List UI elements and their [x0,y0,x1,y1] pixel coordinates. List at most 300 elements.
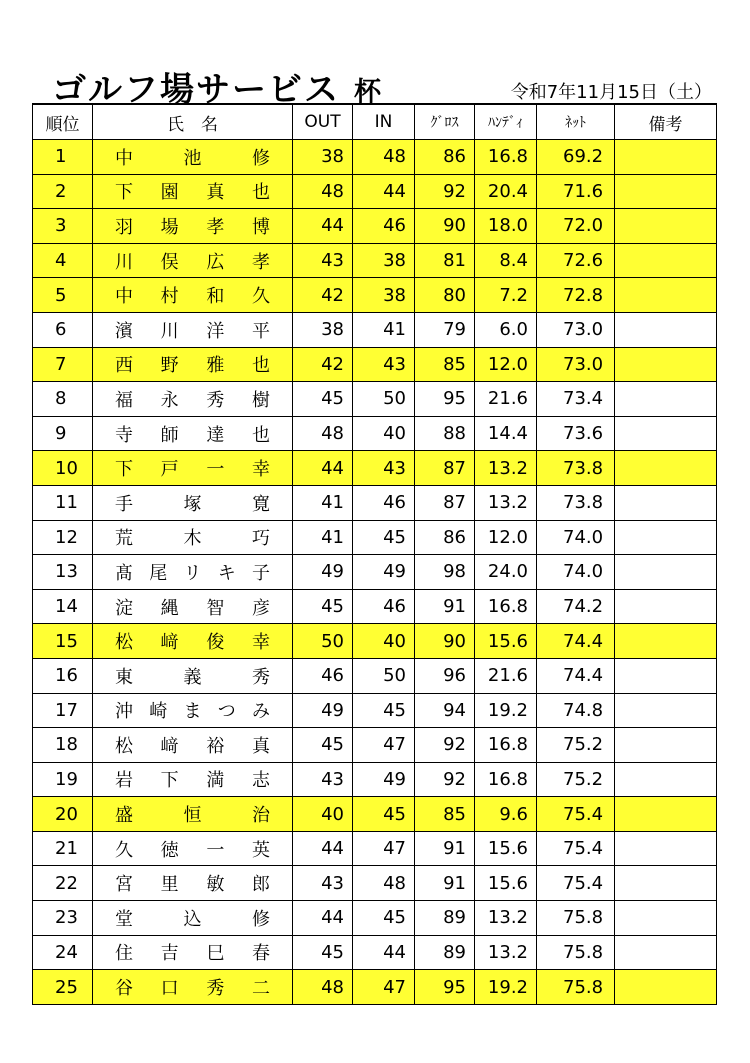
gross-cell: 94 [415,693,475,728]
name-char: 英 [251,839,270,861]
name-cell [93,278,293,313]
handicap-cell: 9.6 [475,797,537,832]
rank-cell: 6 [33,312,93,347]
gross-cell: 89 [415,935,475,970]
net-cell: 74.2 [537,589,615,624]
name-cell [93,451,293,486]
out-cell: 41 [293,485,353,520]
out-cell: 50 [293,624,353,659]
out-cell: 42 [293,347,353,382]
gross-cell: 86 [415,140,475,175]
name-char: 髙 [115,562,133,584]
player-name [115,421,270,447]
in-cell: 43 [353,451,415,486]
rank-cell: 11 [33,485,93,520]
name-char: キ [217,562,236,584]
name-char: 修 [252,908,270,930]
name-char: 川 [115,251,133,273]
gross-cell: 85 [415,797,475,832]
player-name [115,766,270,792]
in-cell: 46 [353,209,415,244]
table-row [33,589,717,624]
rank-cell: 8 [33,382,93,417]
results-table [32,103,717,1005]
in-cell: 47 [353,831,415,866]
table-row [33,693,717,728]
table-row [33,901,717,936]
name-char: 平 [251,320,270,342]
out-cell: 43 [293,762,353,797]
out-cell: 44 [293,831,353,866]
name-char: 岩 [115,770,133,792]
rank-cell: 3 [33,209,93,244]
name-cell [93,416,293,451]
rank-cell: 2 [33,174,93,209]
name-char: 堂 [115,908,133,930]
name-char: 二 [251,978,270,1000]
name-cell [93,174,293,209]
remarks-cell [615,658,717,693]
rank-cell: 24 [33,935,93,970]
handicap-cell: 24.0 [475,555,537,590]
name-char: リ [183,562,202,584]
header-net: ﾈｯﾄ [537,104,615,140]
net-cell: 73.0 [537,347,615,382]
handicap-cell: 13.2 [475,485,537,520]
remarks-cell [615,901,717,936]
name-cell [93,382,293,417]
remarks-cell [615,589,717,624]
in-cell: 49 [353,555,415,590]
remarks-cell [615,797,717,832]
remarks-cell [615,762,717,797]
player-name [115,144,270,170]
gross-cell: 90 [415,209,475,244]
net-cell: 75.4 [537,797,615,832]
rank-cell: 12 [33,520,93,555]
name-char: 一 [206,839,225,861]
table-row [33,209,717,244]
net-cell: 75.2 [537,728,615,763]
out-cell: 43 [293,866,353,901]
table-row [33,382,717,417]
handicap-cell: 14.4 [475,416,537,451]
header-out: OUT [293,104,353,140]
name-char: つ [217,701,236,723]
name-char: 東 [115,666,133,688]
name-char: 尾 [149,562,168,584]
remarks-cell [615,209,717,244]
rank-cell: 10 [33,451,93,486]
in-cell: 44 [353,174,415,209]
name-char: 口 [160,978,179,1000]
event-date: 令和7年11月15日（土） [510,82,712,103]
out-cell: 44 [293,901,353,936]
net-cell: 73.8 [537,485,615,520]
in-cell: 45 [353,693,415,728]
table-body [33,140,717,1005]
name-char: 春 [251,943,270,965]
name-char: 裕 [206,735,225,757]
handicap-cell: 6.0 [475,312,537,347]
out-cell: 38 [293,312,353,347]
handicap-cell: 13.2 [475,901,537,936]
player-name [115,559,270,585]
remarks-cell [615,382,717,417]
name-cell [93,693,293,728]
in-cell: 40 [353,624,415,659]
out-cell: 48 [293,174,353,209]
name-char: 崎 [149,701,168,723]
player-name [115,663,270,689]
in-cell: 38 [353,243,415,278]
name-char: 巧 [252,528,270,550]
remarks-cell [615,347,717,382]
net-cell: 73.0 [537,312,615,347]
player-name [115,697,270,723]
rank-cell: 25 [33,970,93,1005]
remarks-cell [615,312,717,347]
handicap-cell: 13.2 [475,451,537,486]
name-cell [93,555,293,590]
table-row [33,485,717,520]
name-char: 秀 [252,666,270,688]
name-cell [93,970,293,1005]
handicap-cell: 21.6 [475,658,537,693]
table-row [33,762,717,797]
player-name [115,594,270,620]
net-cell: 75.8 [537,970,615,1005]
header-remarks: 備考 [615,104,717,140]
title-cup: 杯 [354,77,383,108]
handicap-cell: 7.2 [475,278,537,313]
player-name [115,836,270,862]
rank-cell: 20 [33,797,93,832]
player-name [115,282,270,308]
out-cell: 45 [293,382,353,417]
name-char: 也 [251,355,270,377]
table-row [33,451,717,486]
name-cell [93,831,293,866]
name-cell [93,140,293,175]
in-cell: 47 [353,728,415,763]
name-char: 俊 [206,632,225,654]
net-cell: 75.8 [537,935,615,970]
handicap-cell: 18.0 [475,209,537,244]
player-name [115,905,270,931]
gross-cell: 85 [415,347,475,382]
in-cell: 45 [353,901,415,936]
gross-cell: 90 [415,624,475,659]
player-name [115,939,270,965]
name-char: 淀 [115,597,133,619]
gross-cell: 95 [415,970,475,1005]
out-cell: 49 [293,555,353,590]
name-char: 西 [115,355,133,377]
gross-cell: 87 [415,485,475,520]
net-cell: 75.4 [537,866,615,901]
name-char: 下 [115,459,133,481]
handicap-cell: 15.6 [475,831,537,866]
handicap-cell: 20.4 [475,174,537,209]
name-char: 智 [206,597,225,619]
name-char: 幸 [251,632,270,654]
name-cell [93,485,293,520]
net-cell: 75.2 [537,762,615,797]
net-cell: 69.2 [537,140,615,175]
table-row [33,174,717,209]
name-char: 羽 [115,216,133,238]
rank-cell: 19 [33,762,93,797]
in-cell: 44 [353,935,415,970]
name-char: 荒 [115,528,133,550]
table-row [33,866,717,901]
table-row [33,347,717,382]
name-char: 里 [160,874,179,896]
name-char: 巳 [206,943,225,965]
table-row [33,797,717,832]
in-cell: 48 [353,866,415,901]
gross-cell: 92 [415,728,475,763]
name-char: 寺 [115,424,133,446]
name-char: 孝 [251,251,270,273]
name-char: 也 [251,424,270,446]
table-row [33,970,717,1005]
remarks-cell [615,243,717,278]
name-char: 﨑 [160,632,179,654]
name-char: 俣 [160,251,179,273]
name-char: ま [183,701,202,723]
handicap-cell: 12.0 [475,520,537,555]
remarks-cell [615,728,717,763]
in-cell: 46 [353,589,415,624]
in-cell: 49 [353,762,415,797]
name-cell [93,658,293,693]
net-cell: 72.8 [537,278,615,313]
out-cell: 40 [293,797,353,832]
name-cell [93,762,293,797]
name-char: 孝 [206,216,225,238]
name-char: 雅 [206,355,225,377]
out-cell: 45 [293,935,353,970]
name-char: 和 [206,286,225,308]
name-char: 師 [160,424,179,446]
in-cell: 43 [353,347,415,382]
rank-cell: 1 [33,140,93,175]
net-cell: 74.0 [537,520,615,555]
net-cell: 73.4 [537,382,615,417]
name-cell [93,624,293,659]
in-cell: 50 [353,382,415,417]
rank-cell: 21 [33,831,93,866]
header-name: 氏 名 [93,104,293,140]
out-cell: 48 [293,416,353,451]
remarks-cell [615,416,717,451]
name-char: 久 [115,839,133,861]
net-cell: 72.0 [537,209,615,244]
table-row [33,935,717,970]
rank-cell: 18 [33,728,93,763]
gross-cell: 95 [415,382,475,417]
out-cell: 45 [293,589,353,624]
name-char: 秀 [206,389,225,411]
gross-cell: 88 [415,416,475,451]
remarks-cell [615,970,717,1005]
out-cell: 43 [293,243,353,278]
header-gross: ｸﾞﾛｽ [415,104,475,140]
player-name [115,455,270,481]
rank-cell: 16 [33,658,93,693]
name-char: 木 [183,528,202,550]
gross-cell: 80 [415,278,475,313]
name-char: 住 [115,943,133,965]
net-cell: 75.8 [537,901,615,936]
rank-cell: 7 [33,347,93,382]
gross-cell: 92 [415,762,475,797]
table-row [33,658,717,693]
remarks-cell [615,451,717,486]
name-cell [93,520,293,555]
name-char: 達 [206,424,225,446]
name-char: 久 [251,286,270,308]
name-char: 彦 [251,597,270,619]
name-char: 戸 [160,459,179,481]
name-char: 川 [160,320,179,342]
name-cell [93,312,293,347]
handicap-cell: 16.8 [475,762,537,797]
handicap-cell: 16.8 [475,140,537,175]
name-char: 郎 [251,874,270,896]
name-char: 下 [160,770,179,792]
out-cell: 46 [293,658,353,693]
player-name [115,248,270,274]
name-cell [93,209,293,244]
table-row [33,831,717,866]
name-char: 沖 [115,701,133,723]
name-char: 恒 [183,805,202,827]
gross-cell: 91 [415,866,475,901]
out-cell: 48 [293,970,353,1005]
name-char: 洋 [206,320,225,342]
rank-cell: 15 [33,624,93,659]
in-cell: 40 [353,416,415,451]
name-char: 樹 [251,389,270,411]
name-char: 敏 [206,874,225,896]
net-cell: 72.6 [537,243,615,278]
gross-cell: 87 [415,451,475,486]
table-row [33,555,717,590]
name-char: 志 [251,770,270,792]
name-char: 野 [160,355,179,377]
name-char: 徳 [160,839,179,861]
gross-cell: 89 [415,901,475,936]
name-char: 也 [251,182,270,204]
handicap-cell: 15.6 [475,624,537,659]
in-cell: 45 [353,797,415,832]
player-name [115,974,270,1000]
in-cell: 48 [353,140,415,175]
gross-cell: 91 [415,589,475,624]
net-cell: 74.0 [537,555,615,590]
table-header [33,104,717,140]
out-cell: 44 [293,451,353,486]
name-cell [93,728,293,763]
name-char: 真 [251,735,270,757]
header-rank: 順位 [33,104,93,140]
in-cell: 50 [353,658,415,693]
net-cell: 74.8 [537,693,615,728]
name-char: み [252,701,270,723]
in-cell: 46 [353,485,415,520]
player-name [115,870,270,896]
table-row [33,624,717,659]
name-char: 寛 [252,493,270,515]
name-char: 場 [160,216,179,238]
out-cell: 45 [293,728,353,763]
net-cell: 71.6 [537,174,615,209]
in-cell: 38 [353,278,415,313]
name-char: 宮 [115,874,133,896]
remarks-cell [615,278,717,313]
table-row [33,278,717,313]
player-name [115,801,270,827]
name-char: 濱 [115,320,133,342]
out-cell: 38 [293,140,353,175]
table-row [33,520,717,555]
player-name [115,178,270,204]
net-cell: 74.4 [537,658,615,693]
player-name [115,386,270,412]
net-cell: 74.4 [537,624,615,659]
rank-cell: 17 [33,693,93,728]
rank-cell: 9 [33,416,93,451]
name-char: 秀 [206,978,225,1000]
remarks-cell [615,935,717,970]
table-row [33,312,717,347]
player-name [115,628,270,654]
gross-cell: 86 [415,520,475,555]
name-char: 博 [251,216,270,238]
out-cell: 42 [293,278,353,313]
gross-cell: 81 [415,243,475,278]
handicap-cell: 19.2 [475,970,537,1005]
rank-cell: 5 [33,278,93,313]
rank-cell: 14 [33,589,93,624]
name-char: 一 [206,459,225,481]
player-name [115,490,270,516]
name-char: 村 [160,286,179,308]
remarks-cell [615,624,717,659]
in-cell: 41 [353,312,415,347]
gross-cell: 92 [415,174,475,209]
name-cell [93,589,293,624]
net-cell: 73.8 [537,451,615,486]
player-name [115,732,270,758]
name-char: 永 [160,389,179,411]
name-char: 真 [206,182,225,204]
name-char: 治 [252,805,270,827]
handicap-cell: 12.0 [475,347,537,382]
name-char: 子 [252,562,270,584]
name-char: 﨑 [160,735,179,757]
net-cell: 75.4 [537,831,615,866]
player-name [115,213,270,239]
player-name [115,351,270,377]
rank-cell: 13 [33,555,93,590]
table-row [33,243,717,278]
handicap-cell: 15.6 [475,866,537,901]
table-row [33,728,717,763]
